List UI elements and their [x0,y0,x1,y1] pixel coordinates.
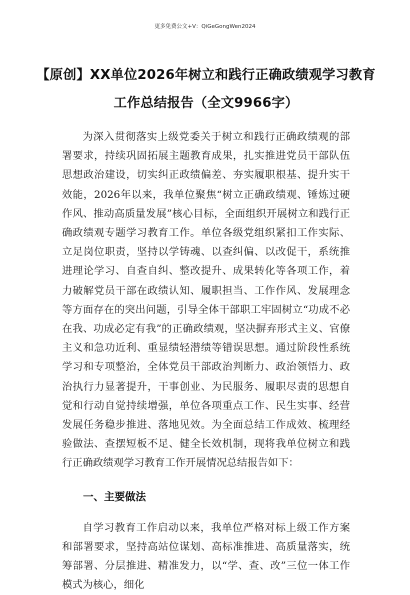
section-paragraph: 自学习教育工作启动以来，我单位严格对标上级工作方案和部署要求，坚持高站位谋划、高标准推进、高质量落实，统筹部署、分层推进、精准发力，以“学、查、改”三位一体工作模式为核心，细化 [62,521,350,592]
document-title: 【原创】XX单位2026年树立和践行正确政绩观学习教育工作总结报告（全文9966字） [36,68,376,111]
header-note: 更多免费公文+V：QiGeGongWen2024 [154,24,256,30]
intro-paragraph: 为深入贯彻落实上级党委关于树立和践行正确政绩观的部署要求，持续巩固拓展主题教育成果，扎实推进党员干部队伍思想政治建设，切实纠正政绩偏差、夯实履职根基、提升实干效能，2026年以来，我单位聚焦“树立正确政绩观、锤炼过硬作风、推动高质量发展”核心目标，全面组织开展树立和践行正确政绩观专题学习教育工作。单位各级党组织紧扣工作实际、立足岗位职责，坚持以学铸魂、以查纠偏、以改促干，系统推进理论学习、自查自纠、整改提升、成果转化等各项工作，着力破解党员干部在政绩认知、履职担当、工作作风、发展理念等方面存在的突出问题，引导全体干部职工牢固树立“功成不必在我、功成必定有我”的正确政绩观，坚决摒弃形式主义、官僚主义和急功近利、重显绩轻潜绩等错误思想。通过阶段性系统学习和专项整治，全体党员干部政治判断力、政治领悟力、政治执行力显著提升，干事创业、为民服务、履职尽责的思想自觉和行动自觉持续增强，单位各项重点工作、民生实事、经营发展任务稳步推进、落地见效。为全面总结工作成效、梳理经验做法、查摆短板不足、健全长效机制，现将我单位树立和践行正确政绩观学习教育工作开展情况总结报告如下： [62,131,350,470]
document-body [62,128,350,595]
section-heading: 一、主要做法 [83,490,146,503]
